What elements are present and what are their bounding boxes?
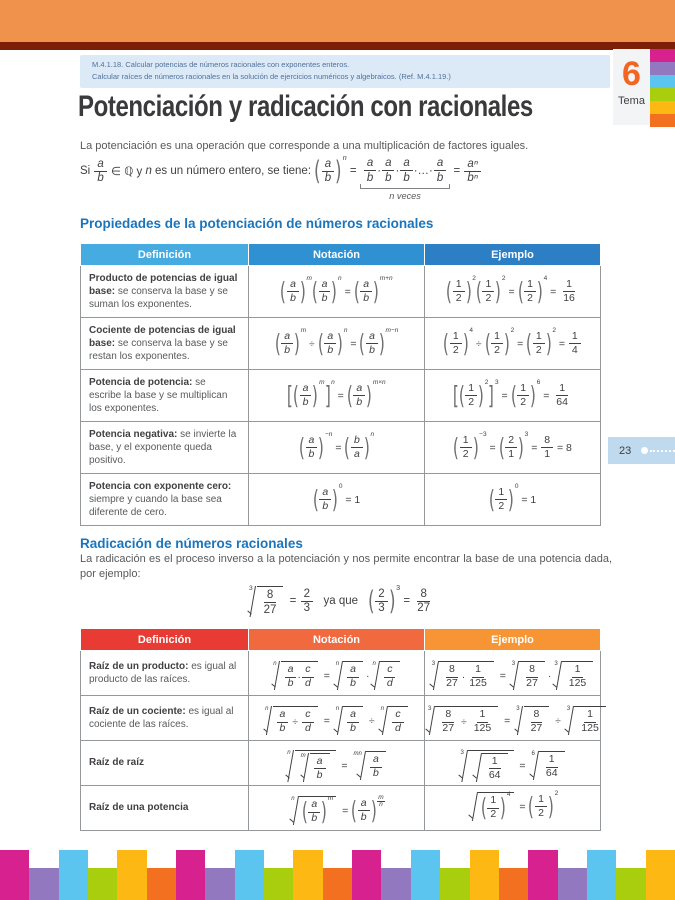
- example-cell: [425, 266, 601, 318]
- example-formula: ( $\frac{1}{2}$ ) 0 = 1: [488, 482, 537, 514]
- page-title: Potenciación y radicación con racionales: [78, 90, 533, 123]
- example-formula: [ ( $\frac{1}{2}$ ) 2 ] 3 = ( $\frac{1}{2}$ ) 6 = $\frac{1}{64}$: [452, 378, 568, 410]
- footer-stripe: [528, 850, 557, 900]
- table-row: [81, 474, 601, 526]
- definition-term: Producto de potencias de igual base:: [89, 272, 238, 297]
- example-cell: [425, 786, 601, 831]
- example-cell: [425, 741, 601, 786]
- table-row: [81, 370, 601, 422]
- tema-color-bar: [650, 62, 675, 75]
- top-orange-bar: [0, 0, 675, 42]
- potenciacion-definition-formula: Si $\frac{a}{b}$ ∈ ℚ y n es un número entero, se tiene: ( $\frac{a}{b}$ ) n = $\frac{a}{b}$ · $\frac{a}{b}$ · $\frac{a}{b}$ ·…· $\frac{a}{b}$ n veces = $\frac{\text{aⁿ}}{\text{bⁿ}}$: [80, 157, 482, 186]
- definition-term: Potencia negativa:: [89, 428, 178, 440]
- example-cell: [425, 370, 601, 422]
- definition-term: Raíz de un cociente:: [89, 705, 186, 717]
- definition-term: Cociente de potencias de igual base:: [89, 324, 236, 349]
- definition-cell: [81, 651, 249, 696]
- tema-label: Tema: [618, 95, 645, 107]
- footer-stripe: [558, 868, 587, 900]
- footer-stripe: [264, 868, 293, 900]
- example-formula: ( $\frac{1}{2}$ ) −3 = ( $\frac{2}{1}$ ) 3 = $\frac{8}{1}$ = 8: [452, 430, 572, 462]
- notation-cell: [249, 696, 425, 741]
- footer-stripe: [176, 850, 205, 900]
- footer-stripe: [88, 868, 117, 900]
- definition-term: Raíz de un producto:: [89, 660, 189, 672]
- footer-stripe: [381, 868, 410, 900]
- notation-cell: [249, 370, 425, 422]
- footer-stripe: [411, 850, 440, 900]
- notation-cell: [249, 422, 425, 474]
- column-header-definicion: Definición: [81, 629, 249, 651]
- notation-formula: ( $\frac{a}{b}$ ) −n = ( $\frac{b}{a}$ ) n: [298, 430, 375, 462]
- definition-desc: es igual al cociente de las raíces.: [89, 705, 234, 730]
- notation-formula: n ( $\frac{a}{b}$ ) m = ( $\frac{a}{b}$ ) $\frac{m}{n}$: [291, 793, 384, 827]
- top-maroon-strip: [0, 42, 675, 50]
- footer-stripe: [352, 850, 381, 900]
- definition-cell: [81, 474, 249, 526]
- table-row: [81, 786, 601, 831]
- definition-desc: se escribe la base y se multiplican los exponentes.: [89, 376, 228, 415]
- footer-color-stripes: [0, 850, 675, 900]
- column-header-ejemplo: Ejemplo: [425, 244, 601, 266]
- example-formula: ( $\frac{1}{2}$ ) 4 ÷ ( $\frac{1}{2}$ ) 2 = ( $\frac{1}{2}$ ) 2 = $\frac{1}{4}$: [443, 331, 582, 357]
- standard-line-1: M.4.1.18. Calcular potencias de números racionales con exponentes enteros.: [92, 60, 350, 69]
- footer-stripe: [499, 868, 528, 900]
- tema-number: 6: [622, 55, 641, 93]
- column-header-ejemplo: Ejemplo: [425, 629, 601, 651]
- table-row: [81, 266, 601, 318]
- page-number-badge: [608, 437, 675, 464]
- example-cell: [425, 651, 601, 696]
- footer-stripe: [117, 850, 146, 900]
- definition-term: Raíz de raíz: [89, 757, 145, 769]
- tema-color-bar: [650, 114, 675, 127]
- radicacion-example-formula: 3 $\frac{8}{27}$ = $\frac{2}{3}$ ya que ( $\frac{2}{3}$ ) 3 = $\frac{8}{27}$: [248, 583, 431, 617]
- example-cell: [425, 422, 601, 474]
- tema-color-bar: [650, 101, 675, 114]
- footer-stripe: [0, 850, 29, 900]
- radicacion-example-wrap: [80, 583, 600, 617]
- table-row: [81, 318, 601, 370]
- notation-formula: [ ( $\frac{a}{b}$ ) m ] n = ( $\frac{a}{b}$ ) m×n: [287, 378, 386, 410]
- definition-desc: se invierte la base, y el exponente queda positivo.: [89, 428, 237, 467]
- tema-color-bar: [650, 49, 675, 62]
- column-header-notacion: Notación: [249, 629, 425, 651]
- example-formula: 3 $\frac{8}{27}$ ÷ $\frac{1}{125}$ = 3 $\frac{8}{27}$ ÷ 3 $\frac{1}{125}$: [425, 706, 609, 735]
- intro-paragraph: La potenciación es una operación que corresponde a una multiplicación de factores iguales.: [80, 140, 529, 152]
- example-cell: [425, 318, 601, 370]
- footer-stripe: [470, 850, 499, 900]
- table-row: [81, 422, 601, 474]
- footer-stripe: [29, 868, 58, 900]
- definition-term: Potencia con exponente cero:: [89, 480, 232, 492]
- tema-color-bars: [650, 49, 675, 127]
- footer-stripe: [147, 868, 176, 900]
- table-row: [81, 696, 601, 741]
- example-formula: 3 $\frac{8}{27}$ · $\frac{1}{125}$ = 3 $\frac{8}{27}$ · 3 $\frac{1}{125}$: [429, 661, 597, 690]
- example-formula: ( $\frac{1}{2}$ ) 2 ( $\frac{1}{2}$ ) 2 = ( $\frac{1}{2}$ ) 4 = $\frac{1}{16}$: [445, 274, 575, 306]
- definition-term: Raíz de una potencia: [89, 802, 189, 814]
- notation-formula: ( $\frac{a}{b}$ ) m ( $\frac{a}{b}$ ) n = ( $\frac{a}{b}$ ) m+n: [280, 274, 393, 306]
- example-cell: [425, 474, 601, 526]
- tema-tab: [613, 49, 675, 127]
- notation-cell: [249, 651, 425, 696]
- definition-cell: [81, 741, 249, 786]
- notation-formula: n m $\frac{a}{b}$ = mn $\frac{a}{b}$: [284, 750, 389, 782]
- standard-line-2: Calcular raíces de números racionales en la solución de ejercicios numéricos y algebraicos. (Ref. M.4.1.19.): [92, 72, 451, 82]
- footer-stripe: [235, 850, 264, 900]
- footer-stripe: [440, 868, 469, 900]
- example-formula: 3 $\frac{1}{64}$ = 6 $\frac{1}{64}$: [457, 750, 567, 782]
- table-header-row: [81, 244, 601, 266]
- tema-color-bar: [650, 88, 675, 101]
- page-number: 23: [619, 444, 632, 457]
- example-cell: [425, 696, 601, 741]
- definition-desc: se conserva la base y se restan los exponentes.: [89, 337, 228, 363]
- notation-formula: ( $\frac{a}{b}$ ) 0 = 1: [312, 482, 361, 514]
- definition-desc: es igual al producto de las raíces.: [89, 660, 237, 685]
- curriculum-standards-box: [80, 55, 610, 88]
- definition-cell: [81, 696, 249, 741]
- footer-stripe: [616, 868, 645, 900]
- definition-desc: se conserva la base y se suman los exponentes.: [89, 285, 228, 311]
- definition-cell: [81, 370, 249, 422]
- notation-formula: n $\frac{a}{b}$ ÷ $\frac{c}{d}$ = n $\frac{a}{b}$ ÷ n $\frac{c}{d}$: [262, 706, 411, 735]
- definition-term: Potencia de potencia:: [89, 376, 193, 388]
- tema-color-bar: [650, 75, 675, 88]
- radicacion-table: [80, 628, 601, 831]
- column-header-notacion: Notación: [249, 244, 425, 266]
- definition-desc: siempre y cuando la base sea diferente de cero.: [89, 493, 222, 519]
- notation-cell: [249, 474, 425, 526]
- tema-box: [613, 49, 650, 125]
- notation-cell: [249, 786, 425, 831]
- definition-cell: [81, 422, 249, 474]
- footer-stripe: [587, 850, 616, 900]
- badge-dot: [641, 447, 648, 454]
- footer-stripe: [323, 868, 352, 900]
- footer-stripe: [646, 850, 675, 900]
- badge-dotted-line: [650, 450, 675, 452]
- notation-formula: n $\frac{a}{b}$ · $\frac{c}{d}$ = n $\frac{a}{b}$ · n $\frac{c}{d}$: [270, 661, 403, 690]
- definition-cell: [81, 266, 249, 318]
- notation-cell: [249, 266, 425, 318]
- table-header-row: [81, 629, 601, 651]
- notation-formula: ( $\frac{a}{b}$ ) m ÷ ( $\frac{a}{b}$ ) n = ( $\frac{a}{b}$ ) m−n: [274, 326, 399, 358]
- radicacion-paragraph: La radicación es el proceso inverso a la potenciación y nos permite encontrar la base de una potencia dada, por ejemplo:: [80, 553, 612, 580]
- potenciacion-table: [80, 243, 601, 526]
- notation-cell: [249, 318, 425, 370]
- footer-stripe: [59, 850, 88, 900]
- example-formula: ( $\frac{1}{2}$ ) 4 = ( $\frac{1}{2}$ ) 2: [467, 792, 558, 821]
- radicacion-heading: Radicación de números racionales: [80, 536, 303, 551]
- table-row: [81, 741, 601, 786]
- column-header-definicion: Definición: [81, 244, 249, 266]
- definition-cell: [81, 318, 249, 370]
- footer-stripe: [293, 850, 322, 900]
- potenciacion-heading: Propiedades de la potenciación de números racionales: [80, 216, 434, 231]
- footer-stripe: [205, 868, 234, 900]
- definition-cell: [81, 786, 249, 831]
- notation-cell: [249, 741, 425, 786]
- table-row: [81, 651, 601, 696]
